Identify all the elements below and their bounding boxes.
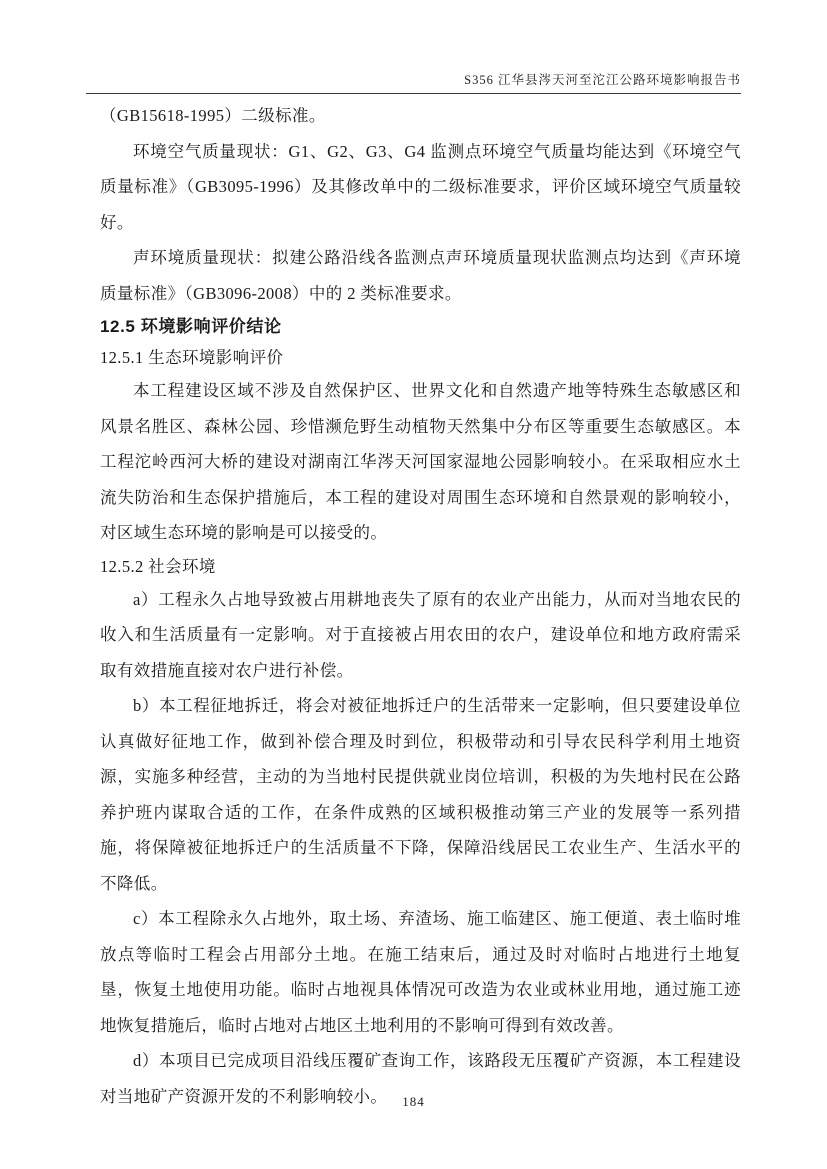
paragraph: 本工程建设区域不涉及自然保护区、世界文化和自然遗产地等特殊生态敏感区和风景名胜区、森林公园、珍惜濒危野生动植物天然集中分布区等重要生态敏感区。本工程沱岭西河大桥的建设对湖南江华涔天河国家湿地公园影响较小。在采取相应水土流失防治和生态保护措施后，本工程的建设对周围生态环境和自然景观的影响较小，对区域生态环境的影响是可以接受的。: [100, 381, 741, 542]
header-title: S356 江华县涔天河至沱江公路环境影响报告书: [464, 73, 741, 87]
section-heading: 12.5 环境影响评价结论: [100, 317, 282, 336]
page-footer: [0, 1093, 827, 1111]
paragraph: a）工程永久占地导致被占用耕地丧失了原有的农业产出能力，从而对当地农民的收入和生活质量有一定影响。对于直接被占用农田的农户，建设单位和地方政府需采取有效措施直接对农户进行补偿。: [100, 589, 741, 680]
document-body: [100, 98, 741, 1114]
subsection-heading: 12.5.1 生态环境影响评价: [100, 348, 284, 367]
paragraph: 声环境质量现状：拟建公路沿线各监测点声环境质量现状监测点均达到《声环境质量标准》（GB3096-2008）中的 2 类标准要求。: [100, 248, 741, 303]
paragraph: d）本项目已完成项目沿线压覆矿查询工作，该路段无压覆矿产资源，本工程建设对当地矿产资源开发的不利影响较小。: [100, 1051, 741, 1106]
paragraph: b）本工程征地拆迁，将会对被征地拆迁户的生活带来一定影响，但只要建设单位认真做好征地工作，做到补偿合理及时到位，积极带动和引导农民科学利用土地资源，实施多种经营，主动的为当地村民提供就业岗位培训，积极的为失地村民在公路养护班内谋取合适的工作，在条件成熟的区域积极推动第三产业的发展等一系列措施，将保障被征地拆迁户的生活质量不下降，保障沿线居民工农业生产、生活水平的不降低。: [100, 696, 741, 893]
paragraph: c）本工程除永久占地外，取土场、弃渣场、施工临建区、施工便道、表土临时堆放点等临时工程会占用部分土地。在施工结束后，通过及时对临时占地进行土地复垦，恢复土地使用功能。临时占地视具体情况可改造为农业或林业用地，通过施工迹地恢复措施后，临时占地对占地区土地利用的不影响可得到有效改善。: [100, 909, 741, 1035]
page-number: 184: [402, 1094, 425, 1109]
paragraph: （GB15618-1995）二级标准。: [100, 106, 326, 125]
page-header: [86, 70, 741, 94]
subsection-heading: 12.5.2 社会环境: [100, 556, 216, 576]
paragraph: 环境空气质量现状：G1、G2、G3、G4 监测点环境空气质量均能达到《环境空气质量标准》（GB3095-1996）及其修改单中的二级标准要求，评价区域环境空气质量较好。: [100, 141, 741, 232]
